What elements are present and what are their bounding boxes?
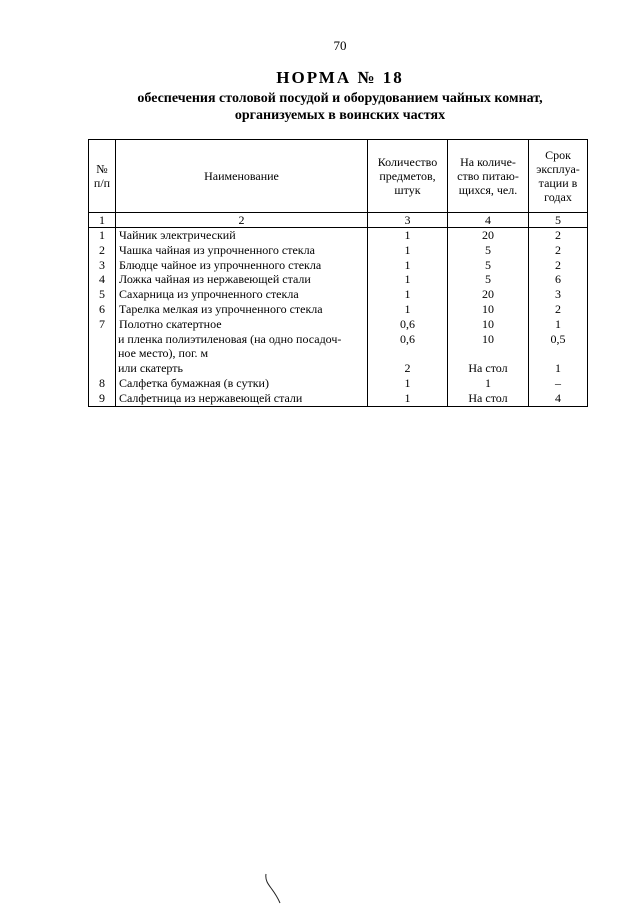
item-name: Салфетка бумажная (в сутки) (116, 376, 368, 391)
table-row (89, 258, 588, 273)
header-qty (368, 140, 448, 213)
item-per-persons: 10 (448, 302, 529, 317)
item-service-life: 1 (529, 317, 588, 332)
item-per-persons: 5 (448, 243, 529, 258)
item-quantity: 1 (368, 258, 448, 273)
table-row (89, 346, 588, 361)
item-name: Чайник электрический (116, 228, 368, 243)
col-number: 5 (529, 213, 588, 228)
item-name: Чашка чайная из упрочненного стекла (116, 243, 368, 258)
item-name: Сахарница из упрочненного стекла (116, 287, 368, 302)
col-number: 2 (116, 213, 368, 228)
header-line: Наименование (204, 169, 279, 183)
row-number (89, 361, 116, 376)
header-line: Количество (377, 155, 438, 169)
row-number: 4 (89, 272, 116, 287)
row-number (89, 346, 116, 361)
item-service-life: 2 (529, 243, 588, 258)
item-quantity: 1 (368, 243, 448, 258)
col-number: 3 (368, 213, 448, 228)
item-name: Ложка чайная из нержавеющей стали (116, 272, 368, 287)
item-name: Полотно скатертное (116, 317, 368, 332)
table-row (89, 287, 588, 302)
col-number: 4 (448, 213, 529, 228)
page-number: 70 (333, 38, 347, 53)
table-row (89, 272, 588, 287)
header-num (89, 140, 116, 213)
row-number: 7 (89, 317, 116, 332)
header-line: ство питаю- (457, 169, 519, 183)
item-service-life: – (529, 376, 588, 391)
document-subtitle (0, 90, 640, 124)
item-service-life: 4 (529, 391, 588, 406)
item-quantity: 1 (368, 228, 448, 243)
row-number: 8 (89, 376, 116, 391)
subtitle-line-2: организуемых в воинских частях (234, 108, 446, 123)
item-service-life: 2 (529, 258, 588, 273)
subtitle-line-1: обеспечения столовой посудой и оборудованием чайных комнат, (137, 91, 543, 106)
header-line: Срок (545, 148, 571, 162)
item-per-persons: 1 (448, 376, 529, 391)
item-per-persons: На стол (448, 391, 529, 406)
table-row (89, 243, 588, 258)
table-body (89, 228, 588, 407)
item-service-life (529, 346, 588, 361)
row-number: 6 (89, 302, 116, 317)
item-per-persons: 5 (448, 258, 529, 273)
row-number: 3 (89, 258, 116, 273)
col-number: 1 (89, 213, 116, 228)
item-name: ное место), пог. м (116, 346, 368, 361)
item-quantity: 1 (368, 391, 448, 406)
header-per (448, 140, 529, 213)
item-name: и пленка полиэтиленовая (на одно посадоч- (116, 332, 368, 347)
item-quantity: 0,6 (368, 332, 448, 347)
item-per-persons: 10 (448, 317, 529, 332)
header-term (529, 140, 588, 213)
item-service-life: 0,5 (529, 332, 588, 347)
header-line: предметов, (379, 169, 436, 183)
item-per-persons: 20 (448, 228, 529, 243)
item-per-persons: На стол (448, 361, 529, 376)
table-row (89, 391, 588, 406)
table-row (89, 376, 588, 391)
item-name: Салфетница из нержавеющей стали (116, 391, 368, 406)
table-row (89, 228, 588, 243)
item-per-persons: 5 (448, 272, 529, 287)
header-line: штук (394, 183, 421, 197)
item-service-life: 1 (529, 361, 588, 376)
item-quantity: 1 (368, 287, 448, 302)
row-number: 2 (89, 243, 116, 258)
header-line: эксплуа- (536, 162, 580, 176)
row-number: 9 (89, 391, 116, 406)
item-per-persons: 10 (448, 332, 529, 347)
item-service-life: 3 (529, 287, 588, 302)
table-row (89, 317, 588, 332)
item-service-life: 6 (529, 272, 588, 287)
item-name: или скатерть (116, 361, 368, 376)
table-row (89, 302, 588, 317)
row-number: 1 (89, 228, 116, 243)
item-per-persons: 20 (448, 287, 529, 302)
item-name: Тарелка мелкая из упрочненного стекла (116, 302, 368, 317)
header-line: п/п (93, 176, 111, 190)
header-line: № (96, 162, 108, 176)
item-service-life: 2 (529, 302, 588, 317)
norm-table (88, 139, 588, 407)
item-quantity: 1 (368, 302, 448, 317)
header-line: тации в (538, 176, 578, 190)
row-number (89, 332, 116, 347)
item-quantity: 0,6 (368, 317, 448, 332)
document-title: НОРМА № 18 (276, 68, 404, 87)
signature-mark (262, 872, 292, 905)
item-service-life: 2 (529, 228, 588, 243)
item-quantity: 2 (368, 361, 448, 376)
item-quantity: 1 (368, 376, 448, 391)
header-name (116, 140, 368, 213)
table-row (89, 332, 588, 347)
row-number: 5 (89, 287, 116, 302)
item-per-persons (448, 346, 529, 361)
header-line: На количе- (460, 155, 516, 169)
header-line: годах (544, 190, 572, 204)
table-row (89, 361, 588, 376)
column-number-row (89, 213, 588, 228)
item-quantity: 1 (368, 272, 448, 287)
item-name: Блюдце чайное из упрочненного стекла (116, 258, 368, 273)
table-header-row (89, 140, 588, 213)
item-quantity (368, 346, 448, 361)
header-line: щихся, чел. (458, 183, 518, 197)
